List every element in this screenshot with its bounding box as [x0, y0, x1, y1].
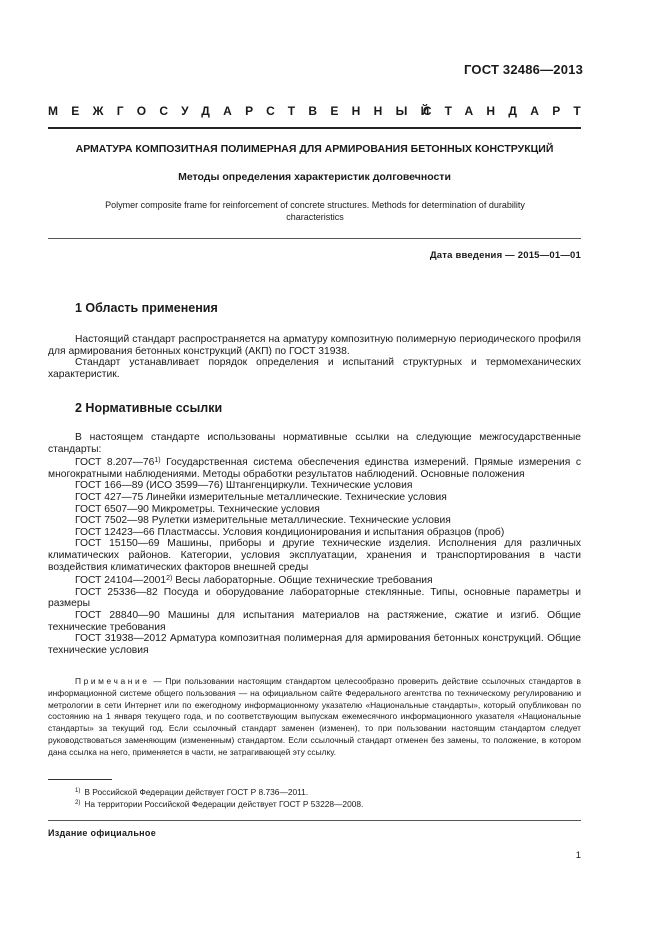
note-paragraph	[48, 676, 581, 759]
reference-text-continued: Государственная система обеспечения единства измерений. Прямые измерения с многократными наблюдениями. Методы обработки результатов наблюдений. Основные положения	[48, 457, 581, 480]
reference-text: ГОСТ 6507—90 Микрометры. Технические условия	[75, 503, 320, 515]
title-rule	[48, 238, 581, 239]
reference-footnote-mark: 1)	[154, 457, 161, 465]
reference-item	[48, 480, 581, 492]
footnote-1-mark: 1)	[75, 788, 81, 794]
section-2-heading: 2 Нормативные ссылки	[75, 401, 223, 415]
reference-item	[48, 538, 581, 573]
english-title: Polymer composite frame for reinforcement of concrete structures. Methods for determination of durability characteristics	[105, 200, 525, 222]
section-2-body	[48, 432, 581, 656]
reference-text: ГОСТ 25336—82 Посуда и оборудование лабораторные стеклянные. Типы, основные параметры и размеры	[48, 586, 581, 610]
reference-text: ГОСТ 8.207—76	[75, 457, 155, 469]
introduction-date: Дата введения — 2015—01—01	[429, 250, 581, 261]
reference-text: ГОСТ 28840—90 Машины для испытания материалов на растяжение, сжатие и изгиб. Общие технические требования	[48, 609, 581, 633]
reference-item	[48, 455, 581, 480]
reference-list	[48, 455, 581, 656]
footer-rule	[48, 820, 581, 821]
reference-item	[48, 515, 581, 527]
reference-item	[48, 504, 581, 516]
footnote-1	[75, 787, 308, 797]
reference-item	[48, 573, 581, 587]
section-1-heading: 1 Область применения	[75, 301, 218, 315]
reference-item	[48, 527, 581, 539]
reference-text: ГОСТ 15150—69 Машины, приборы и другие технические изделия. Исполнения для различных климатических районов. Категории, условия эксплуатации, хранения и транспортирования в части воздействия климатических факторов внешней среды	[48, 538, 581, 573]
section-2-intro: В настоящем стандарте использованы нормативные ссылки на следующие межгосударственные стандарты:	[48, 432, 581, 455]
note-label: Примечание	[75, 676, 150, 686]
reference-footnote-mark: 2)	[166, 575, 173, 583]
note-block	[48, 676, 581, 759]
reference-text: ГОСТ 427—75 Линейки измерительные металлические. Технические условия	[75, 491, 447, 503]
reference-item	[48, 633, 581, 656]
document-title: АРМАТУРА КОМПОЗИТНАЯ ПОЛИМЕРНАЯ ДЛЯ АРМИРОВАНИЯ БЕТОННЫХ КОНСТРУКЦИЙ	[75, 143, 554, 155]
footnote-2	[75, 799, 363, 809]
section-1-body	[48, 334, 581, 380]
interstate-word: МЕЖГОСУДАРСТВЕННЫЙ	[48, 104, 443, 118]
footnote-2-text: На территории Российской Федерации действует ГОСТ Р 53228—2008.	[84, 799, 364, 809]
standard-word: СТАНДАРТ	[422, 104, 594, 118]
reference-text: ГОСТ 12423—66 Пластмассы. Условия кондиционирования и испытания образцов (проб)	[75, 526, 505, 538]
reference-item	[48, 610, 581, 633]
footnote-1-text: В Российской Федерации действует ГОСТ Р 8.736—2011.	[84, 787, 309, 797]
section-1-paragraph-1: Настоящий стандарт распространяется на арматуру композитную полимерную периодического профиля для армирования бетонных конструкций (АКП) по ГОСТ 31938.	[48, 334, 581, 357]
reference-text-continued: Весы лабораторные. Общие технические требования	[172, 575, 433, 587]
section-1-paragraph-2: Стандарт устанавливает порядок определения и испытаний структурных и термомеханических характеристик.	[48, 357, 581, 380]
official-edition-label: Издание официальное	[48, 828, 157, 838]
reference-text: ГОСТ 7502—98 Рулетки измерительные металлические. Технические условия	[75, 515, 451, 527]
gost-number: ГОСТ 32486—2013	[464, 62, 583, 77]
document-subtitle: Методы определения характеристик долговечности	[178, 171, 451, 183]
note-text: — При пользовании настоящим стандартом целесообразно проверить действие ссылочных стандартов в информационной системе общего пользования — на официальном сайте Федерального агентства по техническому регулированию и метрологии в сети Интернет или по ежегодному информационному указателю «Национальные стандарты», который опубликован по состоянию на 1 января текущего года, и по соответствующим выпускам ежемесячного информационного указателя «Национальные стандарты» за текущий год. Если ссылочный стандарт заменен (изменен), то при пользовании настоящим стандартом следует руководствоваться заменяющим (измененным) стандартом. Если ссылочный стандарт отменен без замены, то положение, в котором дана ссылка на него, применяется в части, не затрагивающей эту ссылку.	[48, 676, 581, 757]
footnote-2-mark: 2)	[75, 800, 81, 806]
reference-text: ГОСТ 24104—2001	[75, 575, 167, 587]
reference-item	[48, 587, 581, 610]
reference-text: ГОСТ 166—89 (ИСО 3599—76) Штангенциркули. Технические условия	[75, 480, 413, 492]
footnote-rule	[48, 779, 112, 780]
reference-item	[48, 492, 581, 504]
page-number: 1	[575, 850, 581, 861]
reference-text: ГОСТ 31938—2012 Арматура композитная полимерная для армирования бетонных конструкций. Общие технические условия	[48, 633, 581, 656]
header-rule	[48, 127, 581, 129]
